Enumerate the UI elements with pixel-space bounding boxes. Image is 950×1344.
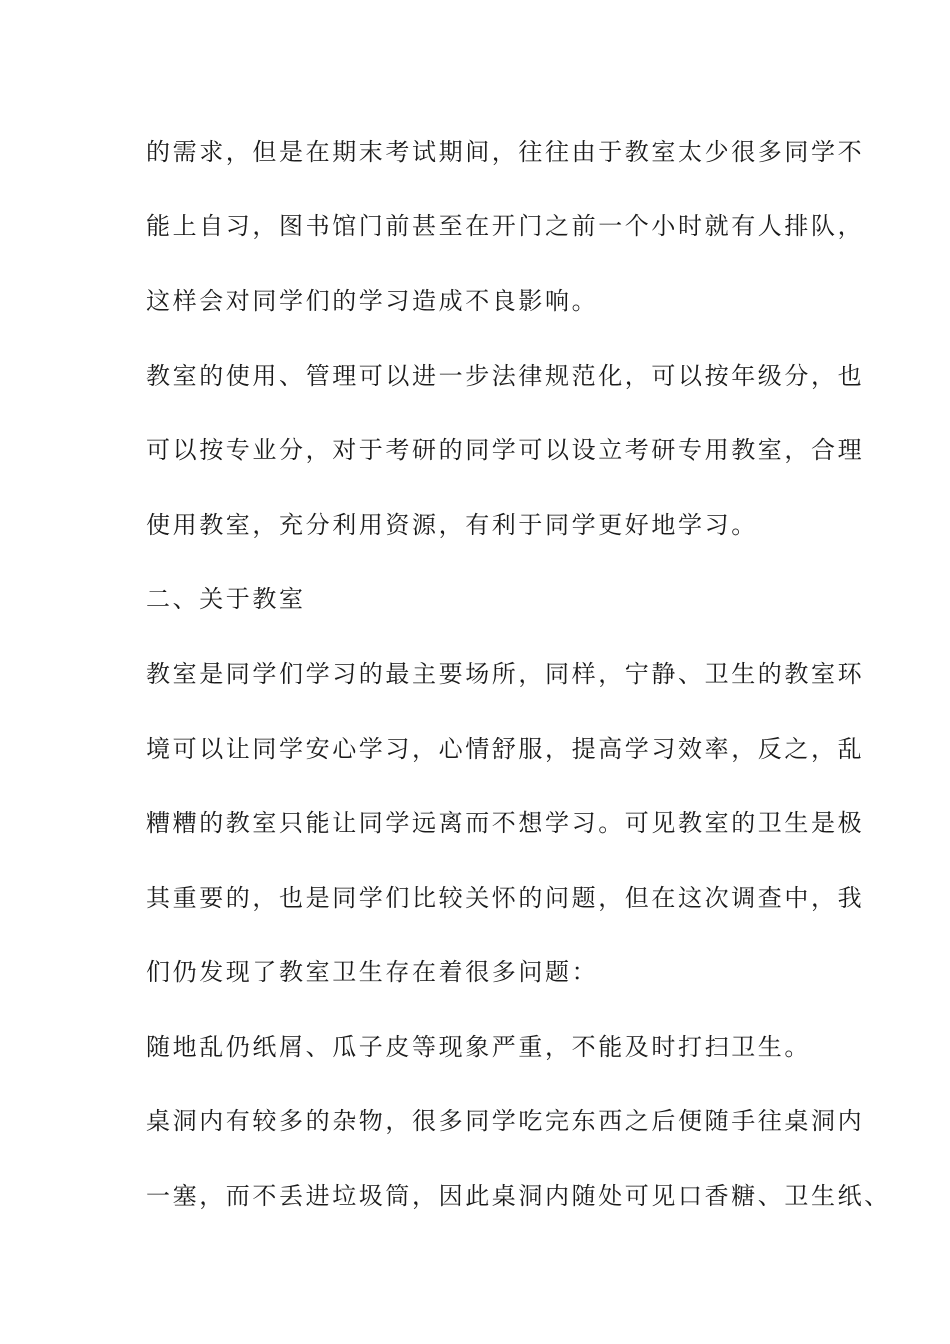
text-line: 们仍发现了教室卫生存在着很多问题： bbox=[146, 958, 599, 986]
section-heading: 二、关于教室 bbox=[146, 585, 306, 613]
text-line: 可以按专业分，对于考研的同学可以设立考研专用教室，合理 bbox=[146, 436, 865, 464]
text-line: 其重要的，也是同学们比较关怀的问题，但在这次调查中，我 bbox=[146, 884, 865, 912]
text-line: 能上自习，图书馆门前甚至在开门之前一个小时就有人排队， bbox=[146, 212, 865, 240]
text-line: 境可以让同学安心学习，心情舒服，提高学习效率，反之，乱 bbox=[146, 735, 865, 763]
text-line: 使用教室，充分利用资源，有利于同学更好地学习。 bbox=[146, 511, 758, 539]
text-line: 随地乱仍纸屑、瓜子皮等现象严重，不能及时打扫卫生。 bbox=[146, 1033, 811, 1061]
text-line: 一塞，而不丢进垃圾筒，因此桌洞内随处可见口香糖、卫生纸、 bbox=[146, 1182, 891, 1210]
text-line: 桌洞内有较多的杂物，很多同学吃完东西之后便随手往桌洞内 bbox=[146, 1107, 865, 1135]
text-line: 教室是同学们学习的最主要场所，同样，宁静、卫生的教室环 bbox=[146, 660, 865, 688]
text-line: 的需求，但是在期末考试期间，往往由于教室太少很多同学不 bbox=[146, 138, 865, 166]
text-line: 糟糟的教室只能让同学远离而不想学习。可见教室的卫生是极 bbox=[146, 809, 865, 837]
text-line: 教室的使用、管理可以进一步法律规范化，可以按年级分，也 bbox=[146, 362, 865, 390]
text-line: 这样会对同学们的学习造成不良影响。 bbox=[146, 287, 599, 315]
